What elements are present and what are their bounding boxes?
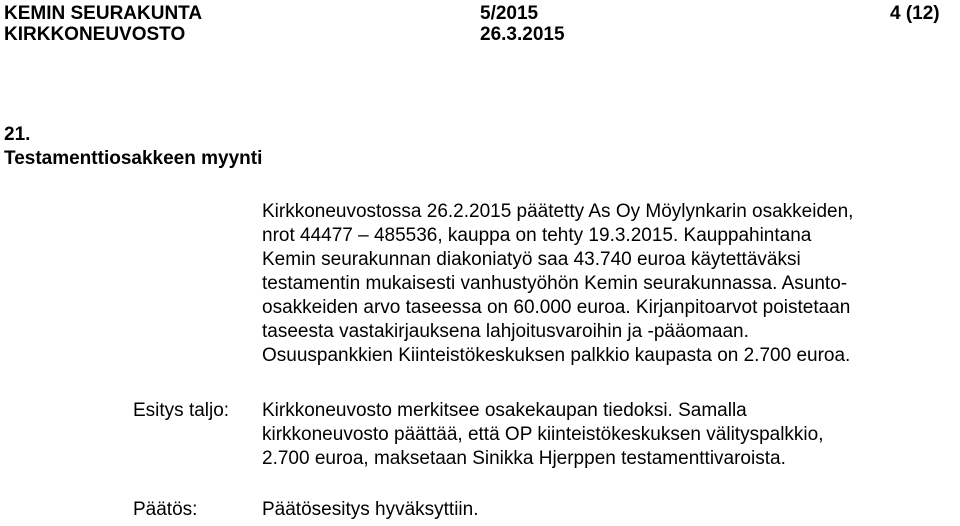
background-line: nrot 44477 – 485536, kauppa on tehty 19.3.2015. Kauppahintana [262,225,812,246]
background-line: taseesta vastakirjauksena lahjoitusvaroihin ja -pääomaan. [262,321,749,342]
proposal-line: Kirkkoneuvosto merkitsee osakekaupan tiedoksi. Samalla [262,400,747,421]
organization-name: KEMIN SEURAKUNTA [4,3,203,24]
section-title: Testamenttiosakkeen myynti [4,148,263,169]
section-number: 21. [4,124,31,145]
proposal-line: kirkkoneuvosto päättää, että OP kiinteistökeskuksen välityspalkkio, [262,424,824,445]
meeting-number: 5/2015 [480,3,539,24]
background-line: osakkeiden arvo taseessa on 60.000 euroa. Kirjanpitoarvot poistetaan [262,297,851,318]
background-line: Kirkkoneuvostossa 26.2.2015 päätetty As Oy Möylynkarin osakkeiden, [262,201,854,222]
background-line: Osuuspankkien Kiinteistökeskuksen palkkio kaupasta on 2.700 euroa. [262,345,851,366]
decision-text: Päätösesitys hyväksyttiin. [262,499,479,520]
proposal-label: Esitys taljo: [133,400,230,421]
proposal-line: 2.700 euroa, maksetaan Sinikka Hjerppen testamenttivaroista. [262,448,786,469]
body-name: KIRKKONEUVOSTO [4,24,186,45]
page-indicator: 4 (12) [890,3,940,24]
background-line: testamentin mukaisesti vanhustyöhön Kemin seurakunnassa. Asunto- [262,273,848,294]
background-line: Kemin seurakunnan diakoniatyö saa 43.740 euroa käytettäväksi [262,249,801,270]
decision-label: Päätös: [133,499,198,520]
meeting-date: 26.3.2015 [480,24,565,45]
